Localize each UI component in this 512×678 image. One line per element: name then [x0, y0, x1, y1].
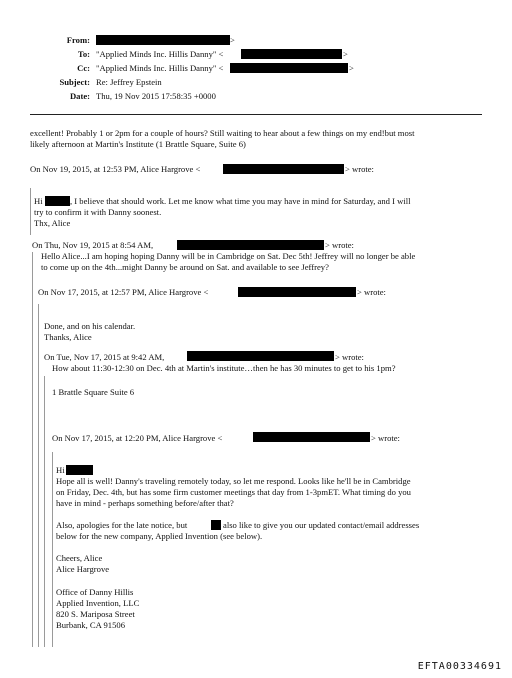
signature-line: 820 S. Mariposa Street: [56, 609, 135, 619]
document-id: EFTA00334691: [417, 661, 502, 672]
quote-attribution: On Nov 19, 2015, at 12:53 PM, Alice Hargrove <: [30, 164, 201, 174]
redaction-bar: [241, 49, 342, 59]
quote-attribution: On Tue, Nov 17, 2015 at 9:42 AM,: [44, 352, 165, 362]
quote-text: 1 Brattle Square Suite 6: [52, 387, 135, 397]
quote-wrote: > wrote:: [325, 240, 354, 250]
redaction-bar: [177, 240, 324, 250]
redaction-bar: [96, 35, 230, 45]
body-line: excellent! Probably 1 or 2pm for a couple of hours? Still waiting to hear about a few things on my end!but most: [30, 128, 415, 138]
redaction-bar: [45, 196, 70, 206]
quote-text: also like to give you our updated contact/email addresses: [223, 520, 420, 530]
to-label: To:: [77, 49, 90, 59]
cc-label: Cc:: [77, 63, 90, 73]
quote-bar: [44, 376, 45, 647]
quote-text: Thx, Alice: [34, 218, 71, 228]
to-tail: >: [343, 49, 348, 59]
quote-wrote: > wrote:: [335, 352, 364, 362]
quote-attribution: On Nov 17, 2015, at 12:57 PM, Alice Hargrove <: [38, 287, 209, 297]
redaction-bar: [187, 351, 334, 361]
quote-text: Done, and on his calendar.: [44, 321, 136, 331]
redaction-bar: [253, 432, 370, 442]
quote-bar: [32, 252, 33, 647]
cc-tail: >: [349, 63, 354, 73]
to-value: "Applied Minds Inc. Hillis Danny" <: [96, 49, 224, 59]
subject-label: Subject:: [59, 77, 90, 87]
quote-text: Cheers, Alice: [56, 553, 103, 563]
quote-attribution: On Thu, Nov 19, 2015 at 8:54 AM,: [32, 240, 154, 250]
quote-text: Hi: [34, 196, 43, 206]
header-divider: [30, 114, 482, 115]
subject-value: Re: Jeffrey Epstein: [96, 77, 162, 87]
redaction-bar: [223, 164, 344, 174]
quote-text: Alice Hargrove: [56, 564, 110, 574]
quote-bar: [52, 452, 53, 647]
quote-bar: [30, 188, 31, 235]
signature-line: Applied Invention, LLC: [56, 598, 140, 608]
quote-attribution: On Nov 17, 2015, at 12:20 PM, Alice Hargrove <: [52, 433, 223, 443]
quote-text: on Friday, Dec. 4th, but has some firm customer meetings that day from 1-3pmET. What timing do you: [56, 487, 411, 497]
quote-text: below for the new company, Applied Invention (see below).: [56, 531, 263, 541]
quote-text: have in mind - perhaps something before/after that?: [56, 498, 234, 508]
quote-wrote: > wrote:: [357, 287, 386, 297]
redaction-bar: [230, 63, 348, 73]
cc-value: "Applied Minds Inc. Hillis Danny" <: [96, 63, 224, 73]
quote-wrote: > wrote:: [345, 164, 374, 174]
quote-text: Also, apologies for the late notice, but: [56, 520, 188, 530]
date-label: Date:: [69, 91, 90, 101]
redaction-bar: [238, 287, 356, 297]
body-line: likely afternoon at Martin's Institute (1 Brattle Square, Suite 6): [30, 139, 246, 149]
quote-text: try to confirm it with Danny soonest.: [34, 207, 162, 217]
signature-line: Burbank, CA 91506: [56, 620, 125, 630]
quote-text: Hi: [56, 465, 65, 475]
quote-bar: [38, 304, 39, 647]
quote-text: Thanks, Alice: [44, 332, 92, 342]
from-label: From:: [66, 35, 90, 45]
redaction-bar: [66, 465, 93, 475]
quote-wrote: > wrote:: [371, 433, 400, 443]
date-value: Thu, 19 Nov 2015 17:58:35 +0000: [96, 91, 216, 101]
quote-text: , I believe that should work. Let me know what time you may have in mind for Saturday, and I will: [70, 196, 411, 206]
quote-text: How about 11:30-12:30 on Dec. 4th at Martin's institute…then he has 30 minutes to get to his 1pm?: [52, 363, 396, 373]
quote-text: Hello Alice...I am hoping hoping Danny will be in Cambridge on Sat. Dec 5th! Jeffrey will no longer be able: [41, 251, 416, 261]
signature-line: Office of Danny Hillis: [56, 587, 134, 597]
quote-text: Hope all is well! Danny's traveling remotely today, so let me respond. Looks like he'll be in Cambridge: [56, 476, 411, 486]
quote-text: to come up on the 4th...might Danny be around on Sat. and available to see Jeffrey?: [41, 262, 329, 272]
from-value: >: [230, 35, 235, 45]
redaction-bar: [211, 520, 221, 530]
